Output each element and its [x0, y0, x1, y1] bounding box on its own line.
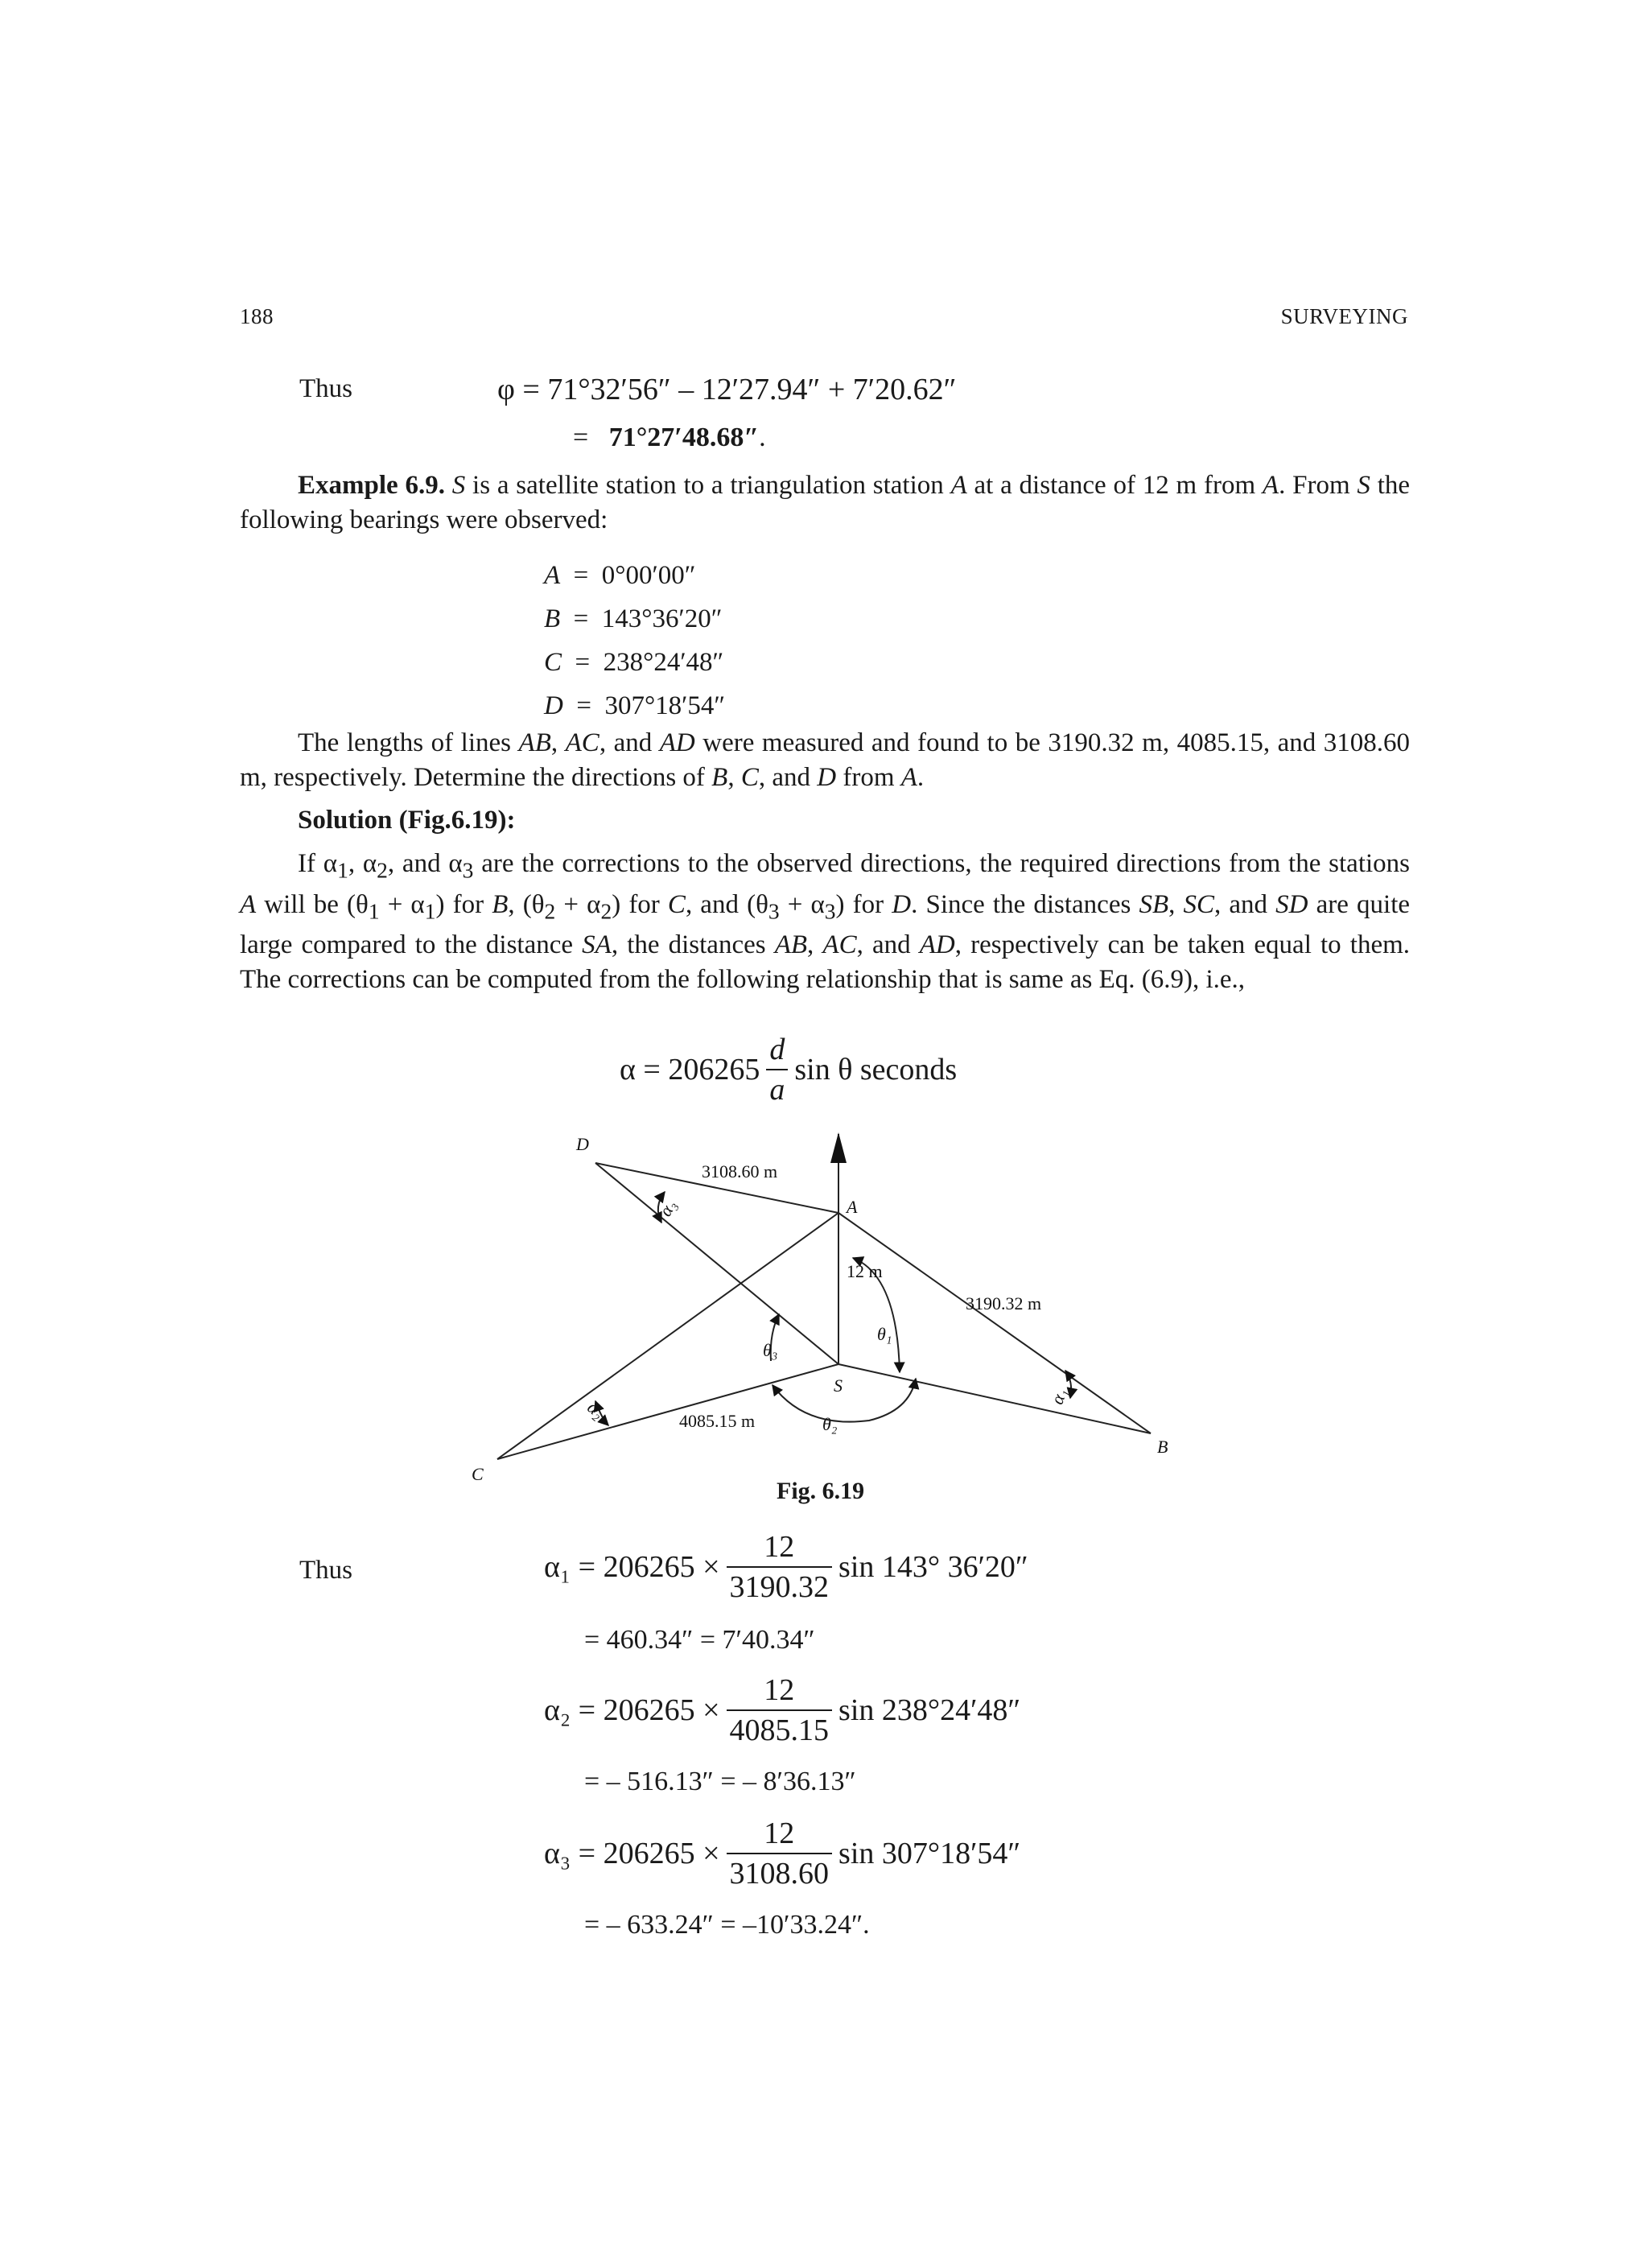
alpha2-fraction — [727, 1672, 833, 1748]
line-ab — [838, 1213, 1151, 1433]
alpha1-den: 3190.32 — [727, 1566, 833, 1605]
formula-fraction — [766, 1032, 788, 1107]
sub: 2 — [377, 857, 388, 883]
t: , the distances — [611, 930, 775, 960]
lengths-paragraph — [240, 726, 1410, 795]
var: SC — [1183, 889, 1215, 919]
sub: 1 — [368, 898, 380, 924]
formula-num: d — [769, 1033, 785, 1066]
eq: = — [573, 604, 589, 633]
correction-formula — [620, 1032, 957, 1107]
text: the following bearings were observed: — [240, 471, 1411, 534]
length-ad: 3108.60 m — [702, 1161, 778, 1181]
figure-6-19 — [451, 1123, 1223, 1493]
t: ) for — [612, 889, 668, 919]
text: were measured and found to be 3190.32 m, 4085.15, and 3108.60 m, respectively. Determine the directions of — [240, 728, 1411, 792]
bearing-row — [544, 684, 725, 728]
label-c: C — [472, 1464, 484, 1484]
bearing-station: A — [544, 561, 561, 590]
thus-label-2: Thus — [299, 1556, 352, 1585]
solution-heading — [298, 803, 515, 838]
alpha3-rhs: sin 307°18′54″ — [838, 1837, 1021, 1870]
var: AB — [518, 728, 551, 757]
var: SB — [1139, 889, 1169, 919]
length-sa: 12 m — [847, 1261, 883, 1281]
alpha3-num: 12 — [764, 1816, 795, 1850]
text: at a distance of 12 m from — [966, 471, 1263, 500]
t: , and — [1214, 889, 1276, 919]
length-ac: 4085.15 m — [679, 1411, 756, 1431]
text: , — [550, 728, 566, 757]
length-ab: 3190.32 m — [966, 1293, 1042, 1313]
sub: 3 — [824, 898, 836, 924]
example-label: Example 6.9. — [298, 471, 445, 500]
eq: = — [573, 561, 589, 590]
text: . From — [1279, 471, 1358, 500]
var: A — [900, 763, 917, 792]
running-title: SURVEYING — [1280, 304, 1408, 328]
alpha2-result: = – 516.13″ = – 8′36.13″ — [584, 1767, 856, 1796]
bearing-row — [544, 597, 725, 641]
figure-caption: Fig. 6.19 — [777, 1478, 865, 1504]
var: B — [711, 763, 728, 792]
line-ac — [497, 1213, 838, 1459]
sub: 2 — [544, 898, 556, 924]
alpha3-lhs: α₃ = 206265 × — [544, 1837, 720, 1870]
t: ) for — [835, 889, 892, 919]
label-theta1: θ₁ — [877, 1324, 892, 1344]
sub: 1 — [424, 898, 436, 924]
bearing-station: C — [544, 648, 562, 677]
label-b: B — [1157, 1437, 1168, 1457]
bearing-station: B — [544, 604, 561, 633]
t: are the corrections to the observed directions, the required directions from the stations — [473, 849, 1410, 878]
sub: 3 — [462, 857, 474, 883]
sub: 2 — [600, 898, 612, 924]
alpha2-lhs: α₂ = 206265 × — [544, 1693, 720, 1727]
t: + α — [555, 889, 601, 919]
alpha1-num: 12 — [764, 1530, 795, 1564]
formula-lhs: α = 206265 — [620, 1053, 760, 1087]
var: AC — [565, 728, 599, 757]
var: D — [892, 889, 912, 919]
formula-rhs: sin θ seconds — [794, 1053, 958, 1087]
sub: 1 — [337, 857, 348, 883]
label-d: D — [576, 1134, 589, 1154]
var: A — [1262, 471, 1279, 500]
label-alpha1: α₁ — [1046, 1385, 1071, 1408]
var: C — [667, 889, 686, 919]
example-paragraph — [240, 468, 1410, 538]
theta2-arc — [772, 1379, 916, 1422]
t: + α — [379, 889, 425, 919]
t: ) for — [435, 889, 492, 919]
alpha2-num: 12 — [764, 1673, 795, 1707]
alpha1-fraction — [727, 1529, 833, 1605]
alpha2-den: 4085.15 — [727, 1709, 833, 1748]
line-sc — [497, 1364, 838, 1459]
phi-eq-sign: = — [573, 423, 589, 452]
var: AD — [659, 728, 695, 757]
var: S — [1357, 471, 1370, 500]
alpha3-equation — [544, 1816, 1020, 1891]
var: D — [817, 763, 837, 792]
alpha1-result: = 460.34″ = 7′40.34″ — [584, 1625, 815, 1655]
alpha1-rhs: sin 143° 36′20″ — [838, 1550, 1028, 1584]
t: , (θ — [508, 889, 545, 919]
text: , and — [599, 728, 660, 757]
label-alpha3: α₃ — [654, 1196, 681, 1220]
var: AB — [774, 930, 808, 960]
t: , — [807, 930, 823, 960]
page-number: 188 — [240, 304, 274, 328]
t: , — [1168, 889, 1184, 919]
bearings-list — [544, 554, 725, 728]
t: will be (θ — [256, 889, 369, 919]
text: , and — [758, 763, 818, 792]
phi-equation: φ = 71°32′56″ – 12′27.94″ + 7′20.62″ — [497, 373, 957, 406]
formula-den: a — [766, 1069, 788, 1107]
line-sb — [838, 1364, 1151, 1433]
phi-result — [573, 420, 766, 455]
t: , and (θ — [685, 889, 768, 919]
bearing-row — [544, 554, 725, 597]
var: S — [451, 471, 466, 500]
text: The lengths of lines — [298, 728, 519, 757]
t: are quite large compared to the distance — [240, 889, 1411, 960]
phi-result-value: 71°27′48.68″ — [608, 423, 760, 452]
alpha2-rhs: sin 238°24′48″ — [838, 1693, 1021, 1727]
t: + α — [779, 889, 825, 919]
alpha3-fraction — [727, 1816, 833, 1891]
t: , and — [856, 930, 920, 960]
alpha3-den: 3108.60 — [727, 1853, 833, 1891]
bearing-station: D — [544, 691, 563, 720]
text: from — [836, 763, 901, 792]
phi-result-end: . — [759, 423, 766, 452]
text: , — [727, 763, 741, 792]
var: A — [240, 889, 257, 919]
var: A — [950, 471, 967, 500]
sub: 3 — [768, 898, 780, 924]
label-s: S — [834, 1375, 843, 1396]
var: SD — [1275, 889, 1308, 919]
bearing-value: 143°36′20″ — [601, 604, 723, 633]
var: B — [492, 889, 509, 919]
bearing-row — [544, 641, 725, 684]
alpha1-lhs: α₁ = 206265 × — [544, 1550, 720, 1584]
label-theta2: θ₂ — [822, 1414, 838, 1434]
alpha1-equation — [544, 1529, 1028, 1605]
var: AC — [822, 930, 857, 960]
var: AD — [919, 930, 955, 960]
var: SA — [582, 930, 612, 960]
eq: = — [575, 648, 591, 677]
var: C — [740, 763, 759, 792]
t: , respectively can be taken equal to them. The corrections can be computed from the following relationship that is same as Eq. (6.9), i.e., — [240, 930, 1411, 995]
solution-paragraph — [240, 847, 1410, 997]
solution-heading-text: Solution (Fig.6.19): — [298, 806, 516, 835]
t: . Since the distances — [911, 889, 1139, 919]
t: , α — [348, 849, 377, 878]
label-theta3: θ₃ — [763, 1340, 778, 1360]
bearing-value: 238°24′48″ — [603, 648, 724, 677]
eq: = — [576, 691, 591, 720]
thus-label: Thus — [299, 374, 352, 403]
label-a: A — [847, 1197, 858, 1217]
t: , and α — [387, 849, 463, 878]
bearing-value: 307°18′54″ — [604, 691, 726, 720]
alpha3-result: = – 633.24″ = –10′33.24″. — [584, 1910, 870, 1940]
north-arrow-icon — [830, 1132, 847, 1163]
text: . — [917, 763, 925, 792]
label-alpha2: α₂ — [583, 1396, 609, 1423]
text: is a satellite station to a triangulation station — [465, 471, 951, 500]
t: If α — [298, 849, 338, 878]
alpha2-equation — [544, 1672, 1020, 1748]
bearing-value: 0°00′00″ — [601, 561, 696, 590]
line-ds — [595, 1163, 838, 1364]
